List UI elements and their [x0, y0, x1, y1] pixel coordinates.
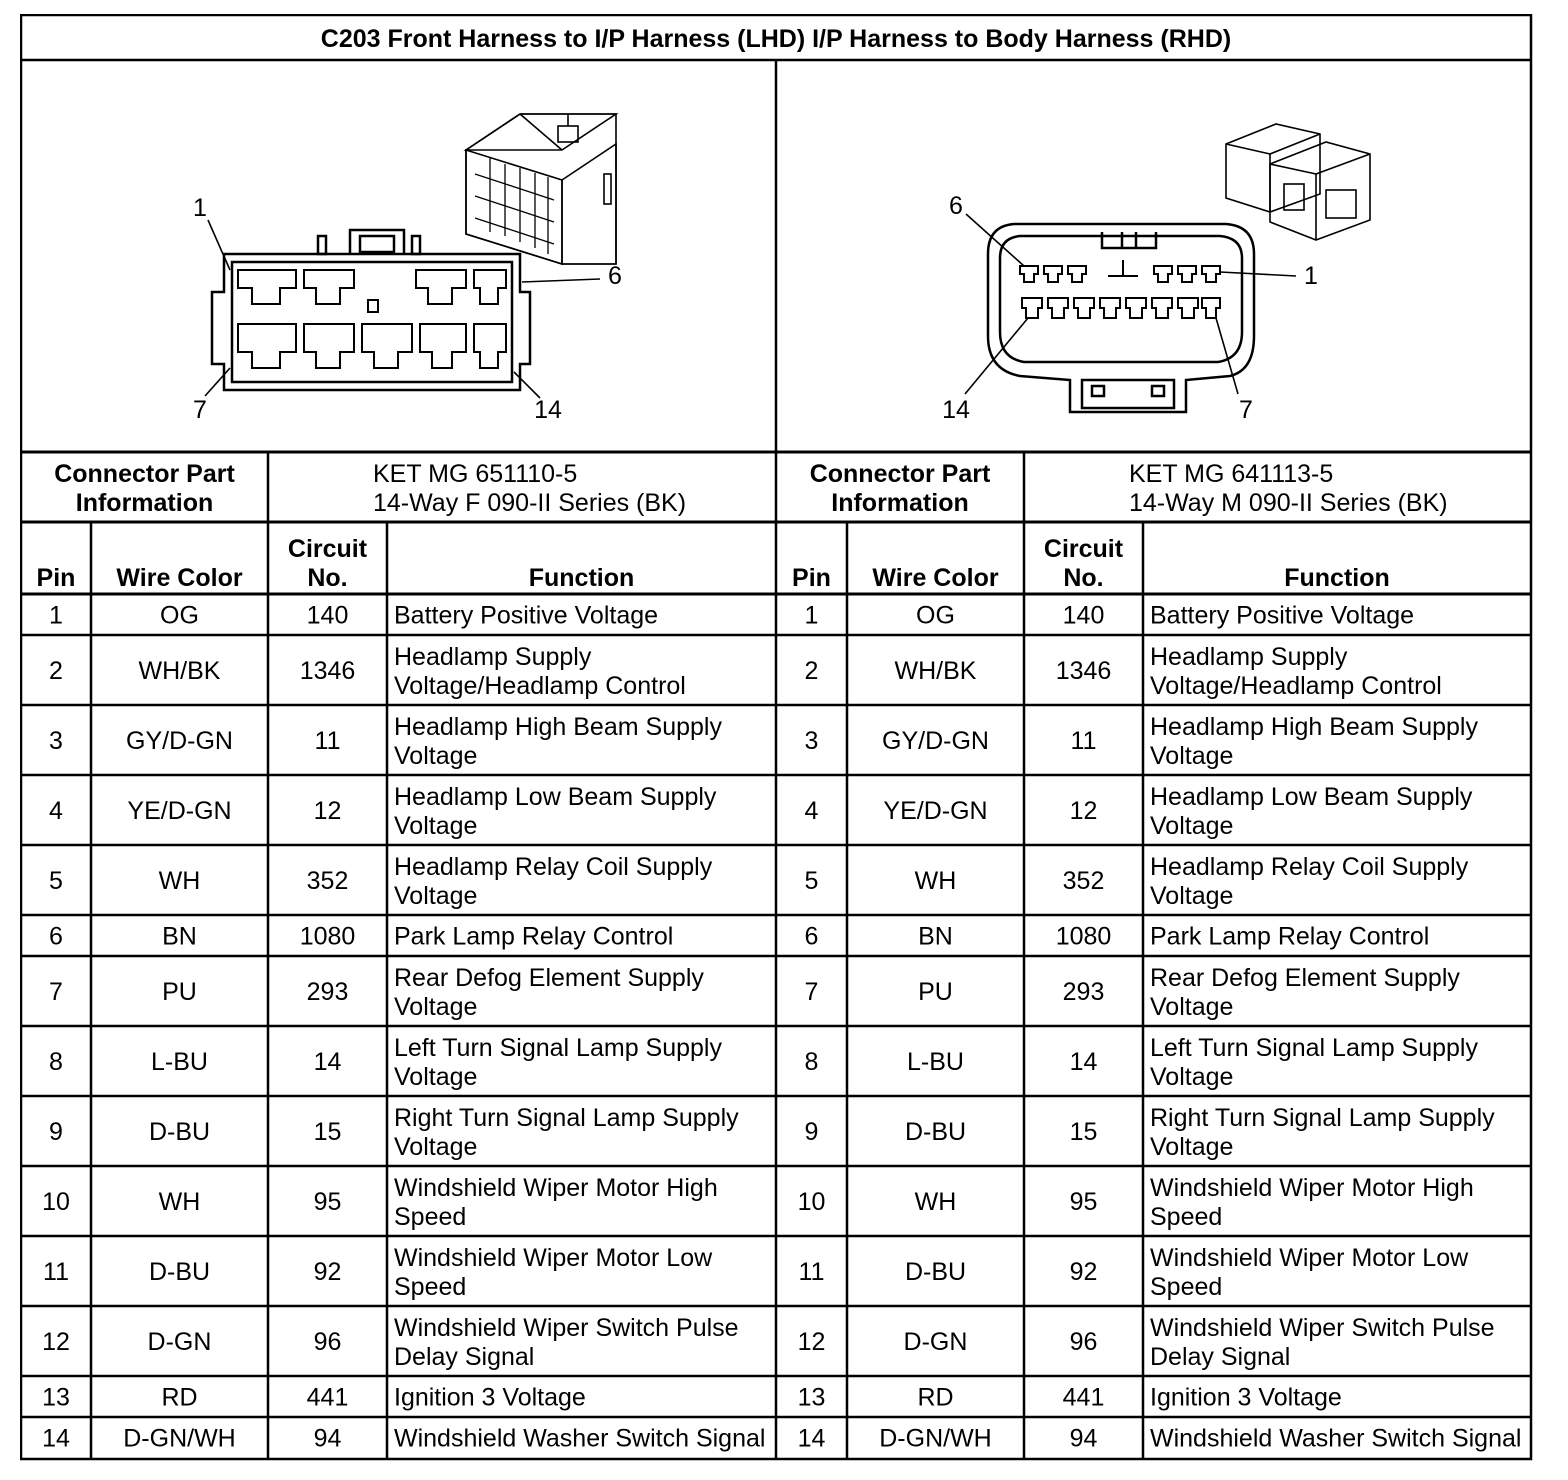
cell-function: Voltage: [1150, 742, 1234, 770]
part-info-label: Connector Part: [809, 460, 991, 488]
cell-wire-color: YE/D-GN: [883, 797, 988, 825]
cell-function: Voltage/Headlamp Control: [394, 672, 686, 700]
right-callout-7: 7: [1239, 396, 1253, 424]
cell-pin: 9: [49, 1118, 63, 1146]
cell-wire-color: WH: [158, 1188, 201, 1216]
cell-pin: 12: [797, 1328, 826, 1356]
cell-pin: 8: [804, 1048, 819, 1076]
cell-circuit: 12: [313, 797, 342, 825]
cell-function: Delay Signal: [394, 1343, 535, 1371]
cell-pin: 11: [43, 1258, 69, 1286]
cell-pin: 13: [797, 1383, 826, 1412]
cell-pin: 4: [804, 797, 819, 825]
left-callout-14: 14: [534, 396, 562, 424]
cell-function: Headlamp Supply: [1150, 643, 1348, 671]
header-circuit: Circuit: [287, 535, 368, 563]
cell-function: Battery Positive Voltage: [1150, 601, 1415, 630]
cell-wire-color: PU: [162, 978, 197, 1006]
cell-pin: 10: [797, 1188, 826, 1216]
part-number: KET MG 641113-5: [1129, 460, 1334, 488]
cell-function: Windshield Washer Switch Signal: [394, 1424, 766, 1453]
cell-function: Voltage: [394, 742, 478, 770]
cell-function: Voltage: [394, 993, 478, 1021]
cell-circuit: 11: [1070, 727, 1097, 755]
header-wire-color: Wire Color: [116, 564, 243, 592]
connector-sheet: [20, 14, 1534, 1464]
cell-pin: 7: [49, 978, 63, 1006]
left-connector-drawing: [193, 114, 622, 424]
cell-circuit: 15: [1069, 1118, 1098, 1146]
right-callout-6: 6: [949, 192, 963, 220]
cell-function: Delay Signal: [1150, 1343, 1291, 1371]
cell-function: Windshield Wiper Motor Low: [1150, 1244, 1469, 1272]
cell-pin: 5: [49, 867, 63, 895]
part-number: KET MG 651110-5: [373, 460, 578, 488]
cell-pin: 5: [804, 867, 819, 895]
cell-wire-color: YE/D-GN: [127, 797, 232, 825]
cell-wire-color: D-BU: [904, 1118, 967, 1146]
connector-sheet-svg: [20, 14, 1534, 1464]
header-circuit: No.: [307, 564, 348, 592]
cell-circuit: 95: [313, 1188, 342, 1216]
cell-function: Headlamp Supply: [394, 643, 592, 671]
cell-wire-color: BN: [918, 922, 953, 951]
cell-function: Headlamp Relay Coil Supply: [394, 853, 713, 881]
cell-function: Headlamp High Beam Supply: [1150, 713, 1478, 741]
cell-wire-color: D-BU: [148, 1118, 211, 1146]
cell-function: Ignition 3 Voltage: [394, 1383, 586, 1412]
cell-pin: 6: [49, 922, 63, 951]
cell-function: Voltage: [394, 1063, 478, 1091]
cell-circuit: 1080: [1055, 922, 1112, 951]
left-connector-thumbnail: [466, 114, 616, 264]
cell-wire-color: D-GN: [147, 1328, 212, 1356]
cell-function: Voltage: [394, 882, 478, 910]
cell-circuit: 14: [1069, 1048, 1098, 1076]
cell-function: Left Turn Signal Lamp Supply: [1150, 1034, 1478, 1062]
left-callout-7: 7: [193, 396, 207, 424]
cell-pin: 14: [42, 1424, 70, 1453]
cell-wire-color: WH: [914, 867, 957, 895]
right-callout-14: 14: [942, 396, 970, 424]
cell-circuit: 352: [1062, 867, 1105, 895]
cell-pin: 3: [49, 727, 63, 755]
cell-circuit: 1346: [1055, 657, 1112, 685]
cell-function: Voltage/Headlamp Control: [1150, 672, 1442, 700]
cell-pin: 9: [804, 1118, 819, 1146]
cell-wire-color: D-BU: [904, 1258, 967, 1286]
cell-wire-color: WH: [158, 867, 201, 895]
page-title: C203 Front Harness to I/P Harness (LHD) I/P Harness to Body Harness (RHD): [320, 25, 1232, 53]
cell-pin: 6: [804, 922, 819, 951]
cell-circuit: 140: [306, 601, 349, 630]
cell-function: Speed: [394, 1273, 467, 1301]
cell-wire-color: D-BU: [148, 1258, 211, 1286]
left-callout-6: 6: [608, 262, 622, 290]
cell-function: Windshield Wiper Motor High: [1150, 1174, 1474, 1202]
cell-function: Right Turn Signal Lamp Supply: [1150, 1104, 1495, 1132]
cell-wire-color: GY/D-GN: [126, 727, 233, 755]
left-callout-1: 1: [193, 194, 207, 222]
cell-circuit: 92: [1069, 1258, 1098, 1286]
cell-pin: 1: [804, 601, 819, 630]
cell-function: Park Lamp Relay Control: [1150, 922, 1430, 951]
cell-pin: 1: [49, 601, 63, 630]
header-pin: Pin: [792, 564, 831, 592]
cell-circuit: 15: [313, 1118, 342, 1146]
cell-wire-color: D-GN: [903, 1328, 968, 1356]
cell-function: Voltage: [394, 812, 478, 840]
header-pin: Pin: [36, 564, 76, 592]
cell-function: Rear Defog Element Supply: [1150, 964, 1460, 992]
cell-wire-color: L-BU: [907, 1048, 964, 1076]
cell-circuit: 293: [306, 978, 349, 1006]
cell-wire-color: D-GN/WH: [879, 1424, 992, 1453]
cell-wire-color: OG: [916, 601, 955, 630]
cell-circuit: 140: [1062, 601, 1105, 630]
cell-function: Headlamp Low Beam Supply: [394, 783, 717, 811]
cell-function: Windshield Washer Switch Signal: [1150, 1424, 1522, 1453]
cell-pin: 8: [49, 1048, 63, 1076]
cell-function: Headlamp Relay Coil Supply: [1150, 853, 1469, 881]
cell-function: Park Lamp Relay Control: [394, 922, 674, 951]
cell-circuit: 96: [313, 1328, 342, 1356]
part-description: 14-Way M 090-II Series (BK): [1129, 489, 1448, 517]
left-connector-face: [212, 230, 530, 390]
cell-pin: 10: [42, 1188, 70, 1216]
cell-circuit: 94: [1069, 1424, 1098, 1453]
cell-wire-color: WH: [914, 1188, 957, 1216]
cell-wire-color: GY/D-GN: [882, 727, 989, 755]
cell-pin: 7: [804, 978, 819, 1006]
cell-function: Windshield Wiper Switch Pulse: [1150, 1314, 1495, 1342]
cell-wire-color: RD: [161, 1383, 198, 1412]
cell-circuit: 441: [306, 1383, 349, 1412]
cell-wire-color: BN: [162, 922, 197, 951]
cell-function: Headlamp Low Beam Supply: [1150, 783, 1473, 811]
cell-wire-color: D-GN/WH: [123, 1424, 236, 1453]
cell-wire-color: WH/BK: [138, 657, 221, 685]
part-info-label: Information: [831, 489, 969, 517]
cell-pin: 14: [797, 1424, 826, 1453]
cell-function: Voltage: [394, 1133, 478, 1161]
cell-circuit: 92: [313, 1258, 342, 1286]
cell-circuit: 1346: [299, 657, 356, 685]
cell-function: Headlamp High Beam Supply: [394, 713, 722, 741]
cell-pin: 4: [49, 797, 63, 825]
cell-pin: 3: [804, 727, 819, 755]
part-info-label: Information: [75, 489, 214, 517]
cell-pin: 2: [804, 657, 819, 685]
cell-function: Battery Positive Voltage: [394, 601, 659, 630]
cell-circuit: 12: [1069, 797, 1098, 825]
cell-function: Speed: [1150, 1203, 1223, 1231]
cell-function: Speed: [1150, 1273, 1223, 1301]
right-connector-drawing: [942, 124, 1370, 424]
cell-wire-color: L-BU: [151, 1048, 208, 1076]
cell-function: Right Turn Signal Lamp Supply: [394, 1104, 739, 1132]
cell-wire-color: OG: [160, 601, 199, 630]
part-info-label: Connector Part: [54, 460, 235, 488]
header-function: Function: [528, 564, 635, 592]
cell-function: Voltage: [1150, 1063, 1234, 1091]
cell-circuit: 441: [1062, 1383, 1105, 1412]
header-wire-color: Wire Color: [872, 564, 999, 592]
cell-function: Voltage: [1150, 1133, 1234, 1161]
cell-circuit: 94: [313, 1424, 342, 1453]
cell-function: Left Turn Signal Lamp Supply: [394, 1034, 722, 1062]
cell-pin: 11: [798, 1258, 825, 1286]
cell-circuit: 96: [1069, 1328, 1098, 1356]
cell-function: Ignition 3 Voltage: [1150, 1383, 1342, 1412]
cell-function: Windshield Wiper Motor High: [394, 1174, 718, 1202]
cell-circuit: 14: [313, 1048, 342, 1076]
cell-pin: 12: [42, 1328, 70, 1356]
header-function: Function: [1284, 564, 1390, 592]
cell-function: Voltage: [1150, 993, 1234, 1021]
cell-function: Windshield Wiper Switch Pulse: [394, 1314, 739, 1342]
right-connector-thumbnail: [1226, 124, 1370, 240]
cell-pin: 2: [49, 657, 63, 685]
cell-wire-color: PU: [918, 978, 953, 1006]
cell-circuit: 1080: [299, 922, 356, 951]
cell-circuit: 11: [314, 727, 341, 755]
cell-pin: 13: [42, 1383, 70, 1412]
cell-wire-color: WH/BK: [894, 657, 977, 685]
part-description: 14-Way F 090-II Series (BK): [373, 489, 687, 517]
cell-function: Windshield Wiper Motor Low: [394, 1244, 713, 1272]
right-callout-1: 1: [1304, 262, 1318, 290]
cell-function: Speed: [394, 1203, 467, 1231]
cell-circuit: 293: [1062, 978, 1105, 1006]
cell-function: Voltage: [1150, 812, 1234, 840]
header-circuit: Circuit: [1043, 535, 1124, 563]
header-circuit: No.: [1063, 564, 1104, 592]
cell-function: Voltage: [1150, 882, 1234, 910]
cell-function: Rear Defog Element Supply: [394, 964, 704, 992]
cell-wire-color: RD: [917, 1383, 954, 1412]
cell-circuit: 352: [306, 867, 349, 895]
cell-circuit: 95: [1069, 1188, 1098, 1216]
